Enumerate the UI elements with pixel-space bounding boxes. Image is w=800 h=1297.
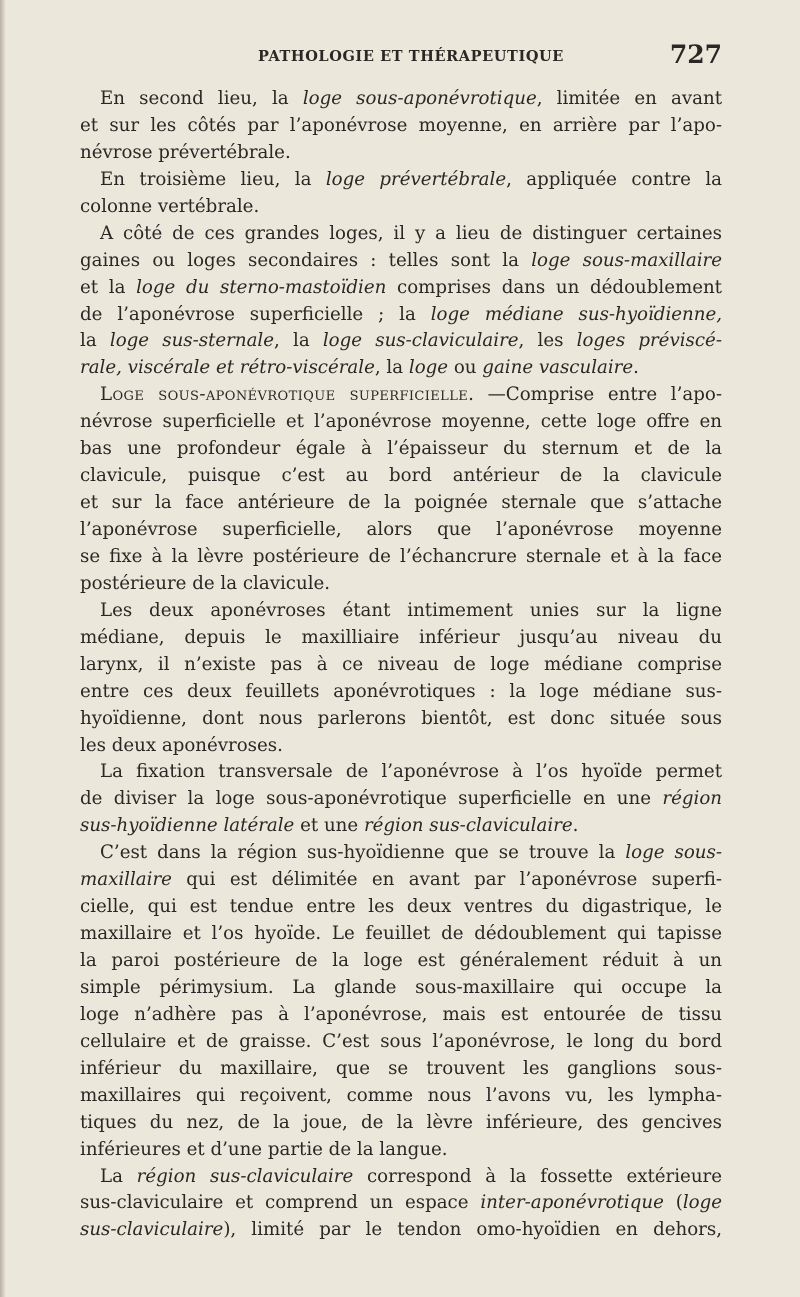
text-segment: névrose prévertébrale. bbox=[80, 141, 291, 163]
text-line bbox=[80, 409, 722, 436]
text-segment: La fixation transversale de l’aponévrose à l’os hyoïde permet bbox=[100, 761, 722, 783]
text-line bbox=[80, 1056, 722, 1083]
text-segment: postérieure de la clavicule. bbox=[80, 572, 331, 594]
text-segment: loge n’adhère pas à l’aponévrose, mais est entourée de tissu bbox=[80, 1003, 722, 1025]
running-title: PATHOLOGIE ET THÉRAPEUTIQUE bbox=[258, 48, 564, 65]
text-line bbox=[80, 786, 722, 813]
text-segment: et la bbox=[80, 276, 137, 298]
text-line bbox=[80, 436, 722, 463]
italic-term: loge du sterno-mastoïdien bbox=[136, 276, 387, 298]
section-heading: Loge sous-aponévrotique superficielle bbox=[100, 384, 469, 406]
text-segment: ( bbox=[663, 1192, 683, 1214]
text-line bbox=[80, 1083, 722, 1110]
italic-term: loge sus-claviculaire bbox=[322, 330, 519, 352]
text-segment: et une bbox=[294, 815, 364, 837]
text-segment: colonne vertébrale. bbox=[80, 195, 260, 217]
text-segment: hyoïdienne, dont nous parlerons bientôt, est donc située sous bbox=[80, 707, 722, 729]
text-segment: larynx, il n’existe pas à ce niveau de loge médiane comprise bbox=[80, 653, 722, 675]
text-segment: la paroi postérieure de la loge est généralement réduit à un bbox=[80, 950, 722, 971]
italic-term: loge sous- bbox=[625, 842, 722, 864]
text-line bbox=[80, 813, 722, 840]
italic-term: loge sous-aponévrotique bbox=[302, 88, 537, 109]
text-line bbox=[80, 1029, 722, 1056]
text-line bbox=[80, 248, 722, 275]
italic-term: loge prévertébrale bbox=[325, 168, 507, 190]
italic-term: région sus-claviculaire bbox=[136, 1165, 354, 1187]
text-segment: névrose superficielle et l’aponévrose moyenne, cette loge offre en bbox=[80, 411, 722, 433]
italic-term: gaine vasculaire bbox=[482, 357, 634, 379]
text-line bbox=[80, 328, 722, 355]
text-segment: bas une profondeur égale à l’épaisseur du sternum et de la bbox=[80, 438, 722, 460]
text-segment: correspond à la fossette extérieure bbox=[353, 1165, 722, 1187]
text-line bbox=[80, 113, 722, 140]
text-line bbox=[80, 1190, 722, 1217]
italic-term: loges préviscé- bbox=[576, 330, 722, 352]
text-segment: C’est dans la région sus-hyoïdienne que se trouve la bbox=[100, 842, 626, 864]
text-line bbox=[80, 86, 722, 113]
italic-term: loge sous-maxillaire bbox=[531, 249, 722, 271]
text-segment: sus-claviculaire et comprend un espace bbox=[80, 1192, 481, 1214]
text-segment: cielle, qui est tendue entre les deux ventres du digastrique, le bbox=[80, 896, 722, 918]
text-segment: . bbox=[572, 815, 579, 837]
italic-term: loge sus-sternale bbox=[109, 330, 275, 352]
italic-term: région bbox=[662, 788, 722, 810]
italic-term: loge médiane sus-hyoïdienne, bbox=[430, 303, 722, 325]
text-segment: , la bbox=[274, 330, 323, 352]
text-segment: La bbox=[100, 1165, 137, 1187]
text-line bbox=[80, 490, 722, 517]
text-line bbox=[80, 759, 722, 786]
text-line bbox=[80, 194, 722, 221]
text-line bbox=[80, 706, 722, 733]
text-segment: A côté de ces grandes loges, il y a lieu de distinguer certaines bbox=[100, 222, 722, 244]
text-segment: inférieur du maxillaire, que se trouvent les ganglions sous- bbox=[80, 1057, 722, 1079]
text-segment: comprises dans un dédoublement bbox=[386, 276, 722, 298]
text-segment: , appliquée contre la bbox=[506, 168, 722, 190]
italic-term: sus-claviculaire bbox=[80, 1219, 224, 1241]
text-segment: Les deux aponévroses étant intimement unies sur la ligne bbox=[100, 599, 722, 621]
text-line bbox=[80, 1002, 722, 1029]
text-line bbox=[80, 571, 722, 598]
text-line bbox=[80, 1164, 722, 1191]
italic-term: sus-hyoïdienne latérale bbox=[80, 815, 295, 837]
text-segment: , la bbox=[374, 357, 409, 379]
text-line bbox=[80, 679, 722, 706]
text-segment: , les bbox=[518, 330, 577, 352]
text-segment: entre ces deux feuillets aponévrotiques : la loge médiane sus- bbox=[80, 680, 722, 702]
text-line bbox=[80, 544, 722, 571]
text-line bbox=[80, 652, 722, 679]
text-segment: En troisième lieu, la bbox=[100, 168, 326, 190]
text-segment: En second lieu, la bbox=[100, 88, 303, 109]
italic-term: inter-aponévrotique bbox=[480, 1192, 664, 1214]
page-header bbox=[78, 40, 722, 76]
text-segment: de l’aponévrose superficielle ; la bbox=[80, 303, 431, 325]
text-line bbox=[80, 948, 722, 975]
text-segment: simple périmysium. La glande sous-maxillaire qui occupe la bbox=[80, 976, 722, 998]
italic-term: rale, viscérale et rétro-viscérale bbox=[80, 357, 375, 379]
text-segment: de diviser la loge sous-aponévrotique superficielle en une bbox=[80, 788, 663, 810]
text-segment: l’aponévrose superficielle, alors que l’aponévrose moyenne bbox=[80, 519, 722, 540]
text-segment: inférieures et d’une partie de la langue. bbox=[80, 1138, 448, 1160]
binding-edge bbox=[0, 0, 6, 1297]
text-segment: clavicule, puisque c’est au bord antérieur de la clavicule bbox=[80, 465, 722, 487]
text-segment: se fixe à la lèvre postérieure de l’échancrure sternale et à la face bbox=[80, 545, 722, 567]
text-segment: et sur la face antérieure de la poignée sternale que s’attache bbox=[80, 492, 722, 514]
body-text bbox=[80, 86, 722, 1244]
text-line bbox=[80, 867, 722, 894]
italic-term: maxillaire bbox=[80, 869, 172, 891]
text-line bbox=[80, 517, 722, 544]
text-line bbox=[80, 625, 722, 652]
text-line bbox=[80, 733, 722, 760]
text-segment: ), limité par le tendon omo-hyoïdien en dehors, bbox=[223, 1219, 722, 1241]
text-segment: , limitée en avant bbox=[536, 88, 722, 109]
italic-term: loge bbox=[408, 357, 449, 379]
text-line bbox=[80, 167, 722, 194]
text-line bbox=[80, 1110, 722, 1137]
text-line bbox=[80, 302, 722, 329]
text-segment: et sur les côtés par l’aponévrose moyenne, en arrière par l’apo- bbox=[80, 114, 722, 136]
text-line bbox=[80, 382, 722, 409]
text-line bbox=[80, 463, 722, 490]
text-segment: . bbox=[633, 357, 639, 379]
text-segment: la bbox=[80, 330, 110, 352]
text-line bbox=[80, 921, 722, 948]
text-segment: qui est délimitée en avant par l’aponévrose superfi- bbox=[171, 869, 722, 891]
text-segment: les deux aponévroses. bbox=[80, 734, 283, 756]
text-segment: gaines ou loges secondaires : telles sont la bbox=[80, 249, 532, 271]
italic-term: loge bbox=[682, 1192, 722, 1214]
text-line bbox=[80, 975, 722, 1002]
text-line bbox=[80, 275, 722, 302]
text-segment: ou bbox=[448, 357, 483, 379]
text-line bbox=[80, 1137, 722, 1164]
text-segment: tiques du nez, de la joue, de la lèvre inférieure, des gencives bbox=[80, 1111, 722, 1133]
text-line bbox=[80, 598, 722, 625]
page-number: 727 bbox=[669, 40, 722, 69]
text-line bbox=[80, 894, 722, 921]
text-line bbox=[80, 355, 722, 382]
text-segment: médiane, depuis le maxilliaire inférieur jusqu’au niveau du bbox=[80, 626, 722, 648]
text-segment: cellulaire et de graisse. C’est sous l’aponévrose, le long du bord bbox=[80, 1030, 722, 1052]
text-segment: . —Comprise entre l’apo- bbox=[468, 384, 722, 406]
text-line bbox=[80, 840, 722, 867]
text-line bbox=[80, 221, 722, 248]
text-line bbox=[80, 140, 722, 167]
text-segment: maxillaires qui reçoivent, comme nous l’avons vu, les lympha- bbox=[80, 1084, 722, 1106]
text-segment: maxillaire et l’os hyoïde. Le feuillet de dédoublement qui tapisse bbox=[80, 923, 722, 945]
text-line bbox=[80, 1217, 722, 1244]
italic-term: région sus-claviculaire bbox=[363, 815, 573, 837]
